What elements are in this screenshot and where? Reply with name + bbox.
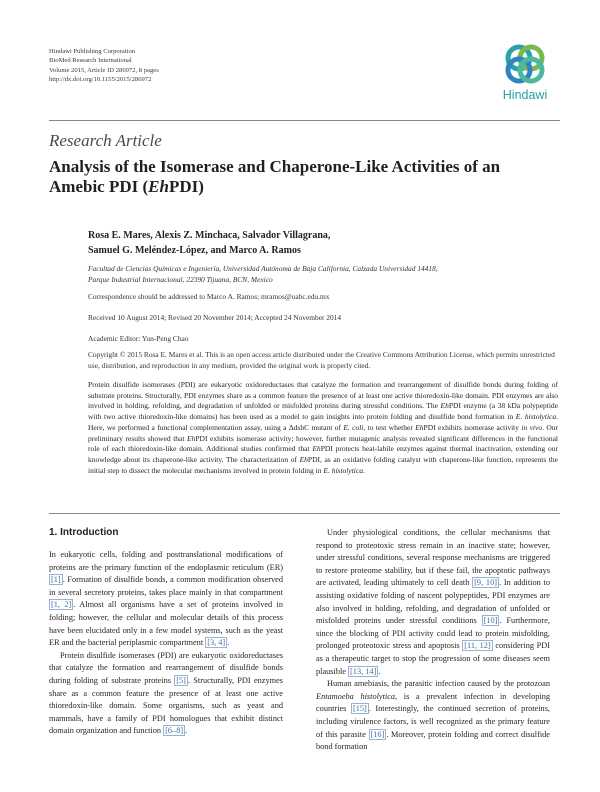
academic-editor: Academic Editor: Yun-Peng Chao (88, 334, 189, 343)
abstract-divider (49, 513, 560, 514)
intro-paragraph-4: Human amebiasis, the parasitic infection caused by the protozoan Entamoeba histolytica, is a prevalent infection in developing countries [15] . Interestingly, the continued secretion of proteins, including virulence factors, is well recognized as the primary feature of this parasite [16] . Moreover, protein folding and correct disulfide bond formation (316, 679, 550, 752)
citation-link[interactable]: [6–8] (165, 726, 184, 736)
copyright-notice: Copyright © 2015 Rosa E. Mares et al. This is an open access article distributed under the Creative Commons Attribution License, which permits unrestricted use, distribution, and reproduction in any medium, provided the original work is properly cited. (88, 350, 555, 370)
volume-info: Volume 2015, Article ID 286972, 8 pages (49, 66, 159, 74)
article-title (49, 157, 549, 196)
article-dates: Received 10 August 2014; Revised 20 November 2014; Accepted 24 November 2014 (88, 313, 342, 322)
journal-name: BioMed Research International (49, 57, 132, 65)
article-type: Research Article (49, 131, 162, 150)
publisher-name: Hindawi Publishing Corporation (49, 48, 136, 55)
affiliation-line-2: Parque Industrial Internacional, 22390 Tijuana, BCN, Mexico (88, 274, 273, 284)
affiliation-line-1: Facultad de Ciencias Químicas e Ingeniería, Universidad Autónoma de Baja California, Calzada Universidad 14418, (88, 264, 438, 273)
authors-line-2: Samuel G. Meléndez-López, and Marco A. Ramos (88, 245, 301, 256)
title-italic: Eh (148, 176, 169, 196)
citation-link[interactable]: [5] (176, 675, 186, 685)
intro-paragraph-1: In eukaryotic cells, folding and posttranslational modifications of proteins are the primary function of the endoplasmic reticulum (ER) [1] . Formation of disulfide bonds, a common modification observed in several secretory proteins, takes place mainly in that compartment [1, 2] . Almost all organisms have a set of proteins involved in folding; however, the cellular and molecular details of this process have been elucidated only in a few model systems, such as the yeast ER and the bacterial periplasmic compartment [3, 4] . (49, 550, 283, 648)
journal-header (49, 47, 159, 84)
citation-link[interactable]: [16] (370, 729, 385, 739)
hindawi-rings-icon (502, 41, 548, 87)
right-column (316, 527, 550, 754)
correspondence: Correspondence should be addressed to Marco A. Ramos; mramos@uabc.edu.mx (88, 292, 330, 301)
title-close: ) (198, 176, 204, 196)
citation-link[interactable]: [3, 4] (207, 638, 226, 648)
citation-link[interactable]: [15] (352, 704, 367, 714)
section-title-introduction: 1. Introduction (49, 527, 119, 538)
citation-link[interactable]: [1, 2] (51, 600, 72, 610)
left-column (49, 549, 283, 738)
author-list (88, 228, 528, 258)
title-after-italic: PDI (168, 176, 199, 196)
doi-link[interactable]: http://dx.doi.org/10.1155/2015/286972 (49, 75, 152, 83)
citation-link[interactable]: [1] (51, 575, 61, 585)
authors-line-1: Rosa E. Mares, Alexis Z. Minchaca, Salvador Villagrana, (88, 230, 331, 241)
logo-text: Hindawi (502, 88, 548, 102)
abstract: Protein disulfide isomerases (PDI) are eukaryotic oxidoreductases that catalyze the formation and rearrangement of disulfide bonds during folding of substrate proteins. Structurally, PDI enzymes share as a common feature the presence of at least one active thioredoxin-like domain. PDI enzymes are also involved in holding, refolding, and degradation of unfolded or misfolded proteins during stressful conditions. The EhPDI enzyme (a 38 kDa polypeptide with two active thioredoxin-like domains) has been used as a model to gain insights into protein folding and disulfide bond formation in E. histolytica. Here, we performed a functional complementation assay, using a ΔdsbC mutant of E. coli, to test whether EhPDI exhibits isomerase activity in vivo. Our preliminary results showed that EhPDI exhibits isomerase activity; however, further mutagenic analysis revealed significant differences in the functional role of each thioredoxin-like domain. Additional studies confirmed that EhPDI protects heat-labile enzymes against thermal inactivation, extending our knowledge about its chaperone-like activity. The characterization of EhPDI, as an oxidative folding catalyst with chaperone-like function, represents the initial step to dissect the molecular mechanisms involved in protein folding in E. histolytica. (88, 380, 559, 475)
hindawi-logo (492, 41, 558, 111)
intro-paragraph-3: Under physiological conditions, the cellular mechanisms that respond to proteotoxic stress remain in an inactive state; however, under stressful conditions, several response mechanisms are triggered to restore proteome stability, but if these fail, the apoptotic pathways are activated, leading ultimately to cell death [9, 10] . In addition to assisting oxidative folding of nascent polypeptides, PDI enzymes are also involved in holding, refolding, and degradation of unfolded or misfolded proteins under stressful conditions [10] . Furthermore, since the blocking of PDI activity could lead to protein misfolding, prolonged proteotoxic stress and apoptosis [11, 12] considering PDI as a therapeutic target to stop the progression of some diseases seem plausible [13, 14] . (316, 528, 551, 676)
affiliation (88, 264, 558, 285)
citation-link[interactable]: [10] (483, 616, 498, 626)
intro-paragraph-2: Protein disulfide isomerases (PDI) are eukaryotic oxidoreductases that catalyze the formation and rearrangement of disulfide bonds during folding of substrate proteins [5] . Structurally, PDI enzymes share as a common feature the presence of at least one active thioredoxin-like domain. Some organisms, such as yeast and mammals, have a family of PDI homologues that exhibit distinct domain organization and function [6–8] . (49, 650, 283, 736)
title-text: Analysis of the Isomerase and Chaperone-Like Activities of an Amebic PDI ( (49, 157, 501, 196)
citation-link[interactable]: [11, 12] (464, 641, 491, 651)
header-divider (49, 120, 560, 121)
citation-link[interactable]: [13, 14] (350, 666, 377, 676)
citation-link[interactable]: [9, 10] (474, 578, 497, 588)
